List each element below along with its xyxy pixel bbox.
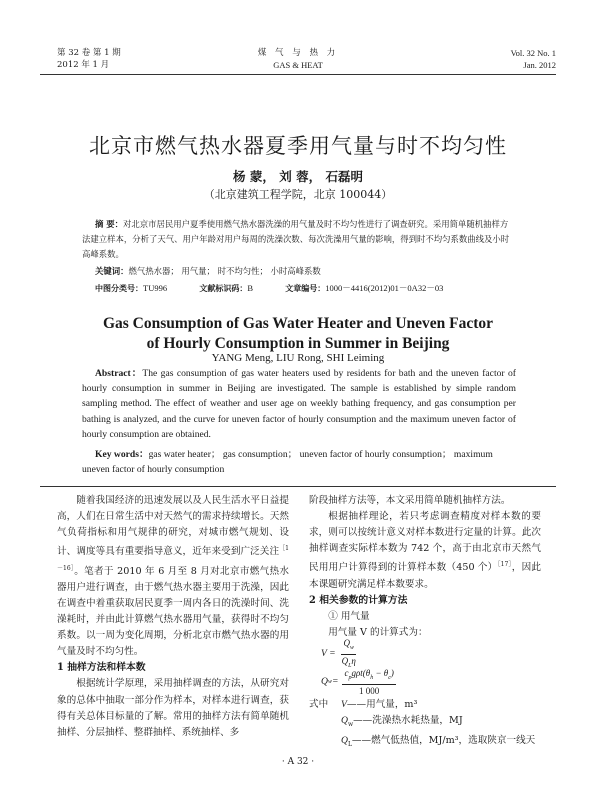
header-rule bbox=[40, 74, 556, 75]
intro-paragraph: 随着我国经济的迅速发展以及人民生活水平日益提高，人们在日常生活中对天然气的需求持续增长。天然气负荷指标和用气规律的研究，对城市燃气规划、设计、调度等具有重要指导意义，近年来受到广泛关注$^{[1-16]}$。笔者于 2010 年 6 月至 8 月对北京市燃气热水器用户进行调查，由于燃气热水器主要用于洗澡，因此在调查中着重获取居民夏季一周内各日的洗澡时间、洗澡耗时，并由此计算燃气热水器用气量，获得时不均匀系数。以一周为变化周期，分析北京市燃气热水器的用气量及时不均匀性。 bbox=[57, 495, 290, 658]
clc-value: TU996 bbox=[143, 283, 168, 293]
abstract-cn-label: 摘 要： bbox=[95, 219, 124, 229]
header-date: 2012 年 1 月 bbox=[57, 60, 110, 70]
header-center bbox=[0, 47, 596, 71]
keywords-cn-label: 关键词： bbox=[95, 266, 129, 276]
authors-cn: 杨 蒙， 刘 蓉， 石磊明 bbox=[233, 169, 363, 184]
abstract-cn-text: 对北京市居民用户夏季使用燃气热水器洗澡的用气量及时不均匀性进行了调查研究。采用简单随机抽样方法建立样本，分析了天气、用户年龄对用户每周的洗澡次数、每次洗澡用气量的影响，得到时不均匀系数曲线及小时高峰系数。 bbox=[82, 219, 510, 259]
formula-v: V = $\frac{Q_w}{Q_L\eta}$ bbox=[321, 637, 356, 669]
abstract-en-label: Abstract： bbox=[95, 368, 143, 379]
subsection-gas-consumption: ① 用气量 bbox=[328, 610, 370, 622]
intro-citation: ［1－16］ bbox=[57, 545, 289, 572]
where-line-3: $Q_L——$燃气低热值，MJ/m³，选取陕京一线天 bbox=[341, 735, 536, 749]
left-column bbox=[57, 493, 289, 741]
where-line-2: $Q_w——$洗澡热水耗热量，MJ bbox=[341, 715, 463, 729]
right-continuation: 阶段抽样方法等，本文采用简单随机抽样方法。 bbox=[309, 495, 511, 506]
sampling-citation: ［17］ bbox=[497, 561, 512, 569]
where-label: 式中 bbox=[309, 699, 329, 711]
header-volume: 第 32 卷 第 1 期 bbox=[57, 48, 121, 58]
formula-qw-fraction: $\frac{c_pg\rho t(\theta_h - \theta_c)}{1 000}$ bbox=[344, 668, 394, 696]
keywords-cn-text: 燃气热水器； 用气量； 时不均匀性； 小时高峰系数 bbox=[128, 266, 321, 276]
header-date-en: Jan. 2012 bbox=[523, 60, 556, 70]
paper-title-en-line1: Gas Consumption of Gas Water Heater and Uneven Factor bbox=[102, 315, 494, 332]
formula-v-fraction: $\frac{Q_w}{Q_L\eta}$ bbox=[341, 637, 356, 669]
affiliation-cn: （北京建筑工程学院，北京 100044） bbox=[203, 188, 393, 201]
abstract-en-text: The gas consumption of gas water heaters used by residents for bath and the uneven factor of hourly consumption in summer in Beijing are investigated. The sample is established by simple random sampling method. The effect of weather and user age on weekly bathing frequency, and gas consumption per bathing is analyzed, and the curve for uneven factor of hourly consumption and the maximum uneven factor of hourly consumption are obtained. bbox=[82, 368, 516, 440]
paper-title-cn: 北京市燃气热水器夏季用气量与时不均匀性 bbox=[89, 134, 507, 158]
doc-code-label: 文献标识码： bbox=[199, 284, 248, 293]
section-1-heading: 1 抽样方法和样本数 bbox=[57, 662, 146, 674]
where-line-1: 式中 V ——用气量，m³ bbox=[309, 697, 541, 713]
keywords-en-text: gas water heater； gas consumption； uneven factor of hourly consumption； maximum uneven factor of hourly consumption bbox=[82, 449, 493, 476]
journal-name-en: GAS & HEAT bbox=[273, 60, 323, 70]
journal-name-cn: 煤 气 与 热 力 bbox=[257, 48, 339, 58]
paper-title-en-line2: of Hourly Consumption in Summer in Beijing bbox=[146, 335, 450, 352]
right-column bbox=[309, 493, 541, 753]
clc-label: 中图分类号： bbox=[95, 284, 143, 293]
keywords-en bbox=[82, 447, 516, 477]
section-2-heading: 2 相关参数的计算方法 bbox=[309, 594, 408, 606]
abstract-cn bbox=[82, 217, 516, 262]
keywords-cn bbox=[95, 264, 515, 279]
keywords-en-label: Key words： bbox=[95, 449, 149, 460]
sampling-paragraph: 根据抽样理论，若只考虑调查精度对样本数的要求，则可以按统计意义对样本数进行定量的计算。此次抽样调查实际样本数为 742 个，高于由北京市天然气民用用户计算得到的计算样本数（450 个）$^{[17]}$，因此本课题研究满足样本数要求。 bbox=[309, 511, 541, 590]
abstract-en bbox=[82, 366, 516, 442]
formula-intro: 用气量 V 的计算式为： bbox=[328, 626, 428, 638]
header-right bbox=[511, 47, 556, 71]
formula-qw: Q w = $\frac{c_pg\rho t(\theta_h - \theta_c)}{1 000}$ bbox=[321, 668, 394, 696]
section-1-text: 根据统计学原理，采用抽样调查的方法，从研究对象的总体中抽取一部分作为样本，对样本进行调查，获得有关总体目标量的了解。常用的抽样方法有简单随机抽样、分层抽样、整群抽样、系统抽样、多 bbox=[57, 678, 289, 738]
doc-code-value: B bbox=[247, 283, 254, 293]
body-separator-rule bbox=[40, 486, 556, 487]
article-no-value: 1000－4416(2012)01－0A32－03 bbox=[325, 283, 444, 293]
article-no-label: 文章编号： bbox=[285, 284, 326, 293]
page-number: · A 32 · bbox=[281, 757, 315, 767]
paper-title-en bbox=[0, 314, 596, 354]
authors-en: YANG Meng, LIU Rong, SHI Leiming bbox=[211, 352, 385, 364]
header-vol-en: Vol. 32 No. 1 bbox=[510, 48, 556, 58]
classification-line bbox=[95, 282, 443, 294]
